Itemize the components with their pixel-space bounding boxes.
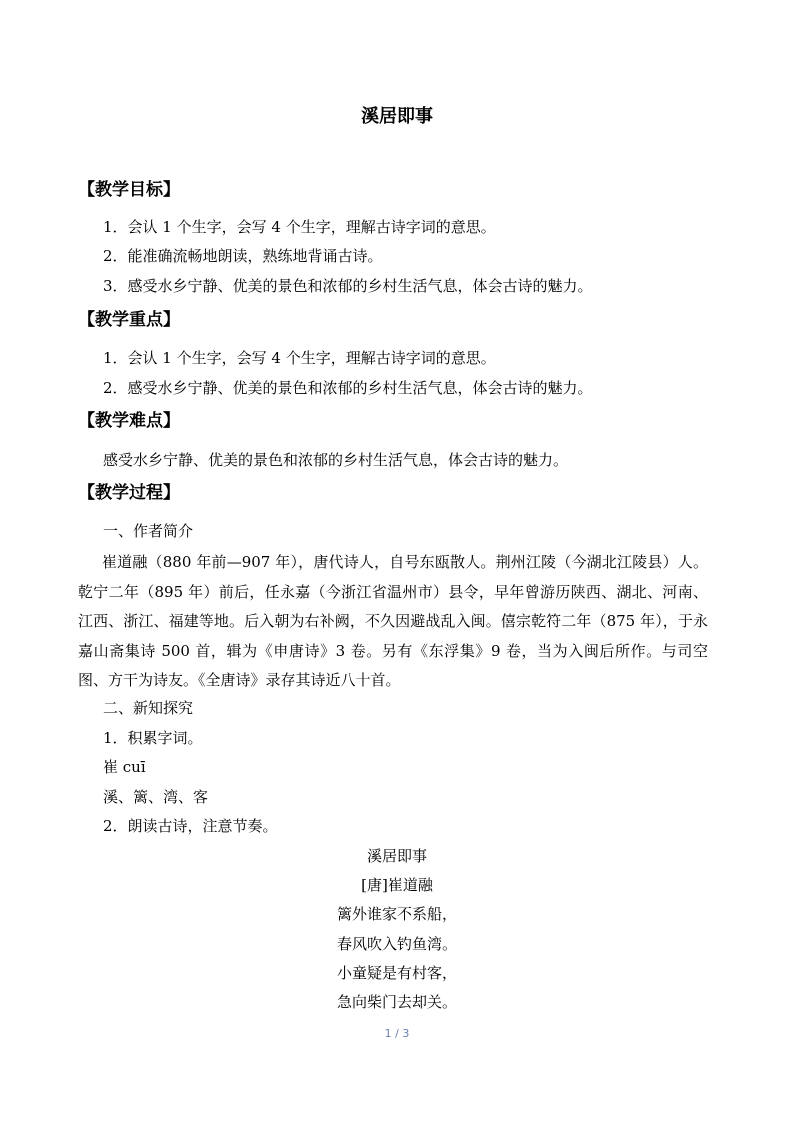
poem-title: 溪居即事: [366, 847, 427, 865]
key-point-item-1: 1．会认 1 个生字，会写 4 个生字，理解古诗字词的意思。: [103, 349, 496, 367]
section-heading-goals: 【教学目标】: [78, 180, 180, 200]
poem-line-4: 急向柴门去却关。: [336, 993, 457, 1011]
poem-line-2: 春风吹入钓鱼湾。: [336, 935, 457, 953]
section-heading-difficulties: 【教学难点】: [78, 411, 180, 431]
vocabulary-list: 溪、篱、湾、客: [103, 788, 209, 806]
author-intro-heading: 一、作者简介: [103, 522, 194, 540]
poem-author: [唐]崔道融: [361, 876, 433, 894]
section-heading-process: 【教学过程】: [78, 483, 180, 503]
goal-item-3: 3．感受水乡宁静、优美的景色和浓郁的乡村生活气息，体会古诗的魅力。: [103, 277, 593, 295]
step-read-poem: 2．朗读古诗，注意节奏。: [103, 817, 278, 835]
difficulty-text: 感受水乡宁静、优美的景色和浓郁的乡村生活气息，体会古诗的魅力。: [103, 451, 569, 469]
author-bio-paragraph: 崔道融（880 年前—907 年），唐代诗人，自号东瓯散人。荆州江陵（今湖北江陵县）人。乾宁二年（895 年）前后，任永嘉（今浙江省温州市）县令，早年曾游历陕西、湖北、河南、江西、浙江、福建等地。后入朝为右补阙，不久因避战乱入闽。僖宗乾符二年（875 年），于永嘉山斋集诗 500 首，辑为《申唐诗》3 卷。另有《东浮集》9 卷，当为入闽后所作。与司空图、方干为诗友。《全唐诗》录存其诗近八十首。: [78, 553, 708, 690]
section-heading-key-points: 【教学重点】: [78, 310, 180, 330]
pinyin-note: 崔 cuī: [103, 758, 146, 776]
step-accumulate-words: 1．积累字词。: [103, 729, 203, 747]
page-number: 1 / 3: [384, 1027, 410, 1040]
poem-line-3: 小童疑是有村客，: [336, 964, 457, 982]
goal-item-1: 1．会认 1 个生字，会写 4 个生字，理解古诗字词的意思。: [103, 218, 496, 236]
document-title: 溪居即事: [361, 106, 433, 127]
poem-line-1: 篱外谁家不系船，: [336, 905, 457, 923]
key-point-item-2: 2．感受水乡宁静、优美的景色和浓郁的乡村生活气息，体会古诗的魅力。: [103, 379, 593, 397]
goal-item-2: 2．能准确流畅地朗读，熟练地背诵古诗。: [103, 247, 383, 265]
explore-heading: 二、新知探究: [103, 699, 194, 717]
